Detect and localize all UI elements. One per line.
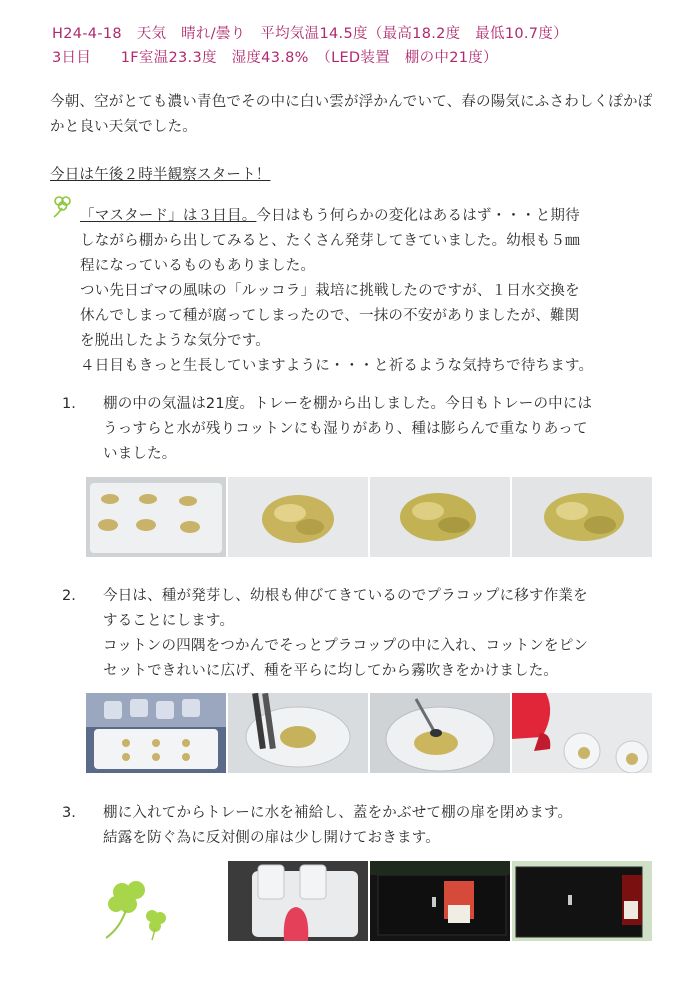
step-number: 1.	[62, 396, 76, 412]
step-line: セットできれいに広げ、種を平らに均してから霧吹きをかけました。	[103, 663, 559, 679]
photo-shelf-door	[512, 861, 652, 941]
photo-cup-tweezers	[228, 693, 368, 773]
note-line: ４日目もきっと生長していますように・・・と祈るような気持ちで待ちます。	[80, 358, 594, 374]
note-line: 程になっているものもありました。	[80, 258, 316, 274]
photo-sprouts-1	[228, 477, 368, 557]
photo-cup-spoon	[370, 693, 510, 773]
step-line: 今日は、種が発芽し、幼根も伸びてきているのでプラコップに移す作業を	[103, 588, 588, 604]
observation-heading: 今日は午後２時半観察スタート！	[50, 167, 271, 183]
clover-decoration-icon	[102, 878, 174, 942]
step-number: 3.	[62, 805, 76, 821]
note-line: 休んでしまって種が腐ってしまったので、一抹の不安がありましたが、難関	[80, 308, 580, 324]
photo-sprouts-3	[512, 477, 652, 557]
step-text	[103, 584, 673, 684]
step-line: いました。	[103, 446, 177, 462]
photo-strip	[86, 477, 652, 557]
photo-strip	[228, 861, 652, 941]
note-line: 今日はもう何らかの変化はあるはず・・・と期待	[256, 208, 580, 224]
photo-sprouts-2	[370, 477, 510, 557]
step-number: 2.	[62, 588, 76, 604]
step-line: 棚に入れてからトレーに水を補給し、蓋をかぶせて棚の扉を閉めます。	[103, 805, 573, 821]
photo-tray-seeds	[86, 477, 226, 557]
temperature-header-line: 3日目 1F室温23.3度 湿度43.8% （LED装置 棚の中21度）	[52, 50, 498, 66]
note-line: つい先日ゴマの風味の「ルッコラ」栽培に挑戦したのですが、１日水交換を	[80, 283, 580, 299]
intro-paragraph: 今朝、空がとても濃い青色でその中に白い雲が浮かんでいて、春の陽気にふさわしくぽかぽかと良い天気でした。	[50, 94, 653, 135]
photo-shelf-closed	[370, 861, 510, 941]
clover-icon	[50, 193, 76, 219]
note-paragraph	[80, 204, 670, 379]
step-line: することにします。	[103, 613, 235, 629]
note-lead: 「マスタード」は３日目。	[80, 208, 257, 224]
step-line: コットンの四隅をつかんでそっとプラコップの中に入れ、コットンをピン	[103, 638, 589, 654]
step-line: 棚の中の気温は21度。トレーを棚から出しました。今日もトレーの中には	[103, 396, 593, 412]
step-line: うっすらと水が残りコットンにも湿りがあり、種は膨らんで重なりあって	[103, 421, 588, 437]
step-text	[103, 801, 673, 851]
photo-strip	[86, 693, 652, 773]
weather-header-line: H24-4-18 天気 晴れ/曇り 平均気温14.5度（最高18.2度 最低10.7度）	[52, 26, 568, 42]
step-text	[103, 392, 673, 467]
note-line: しながら棚から出してみると、たくさん発芽してきていました。幼根も５㎜	[80, 233, 580, 249]
note-line: を脱出したような気分です。	[80, 333, 270, 349]
step-line: 結露を防ぐ為に反対側の扉は少し開けておきます。	[103, 830, 440, 846]
photo-tray-water	[228, 861, 368, 941]
photo-spray-cups	[512, 693, 652, 773]
photo-cups-and-tray	[86, 693, 226, 773]
